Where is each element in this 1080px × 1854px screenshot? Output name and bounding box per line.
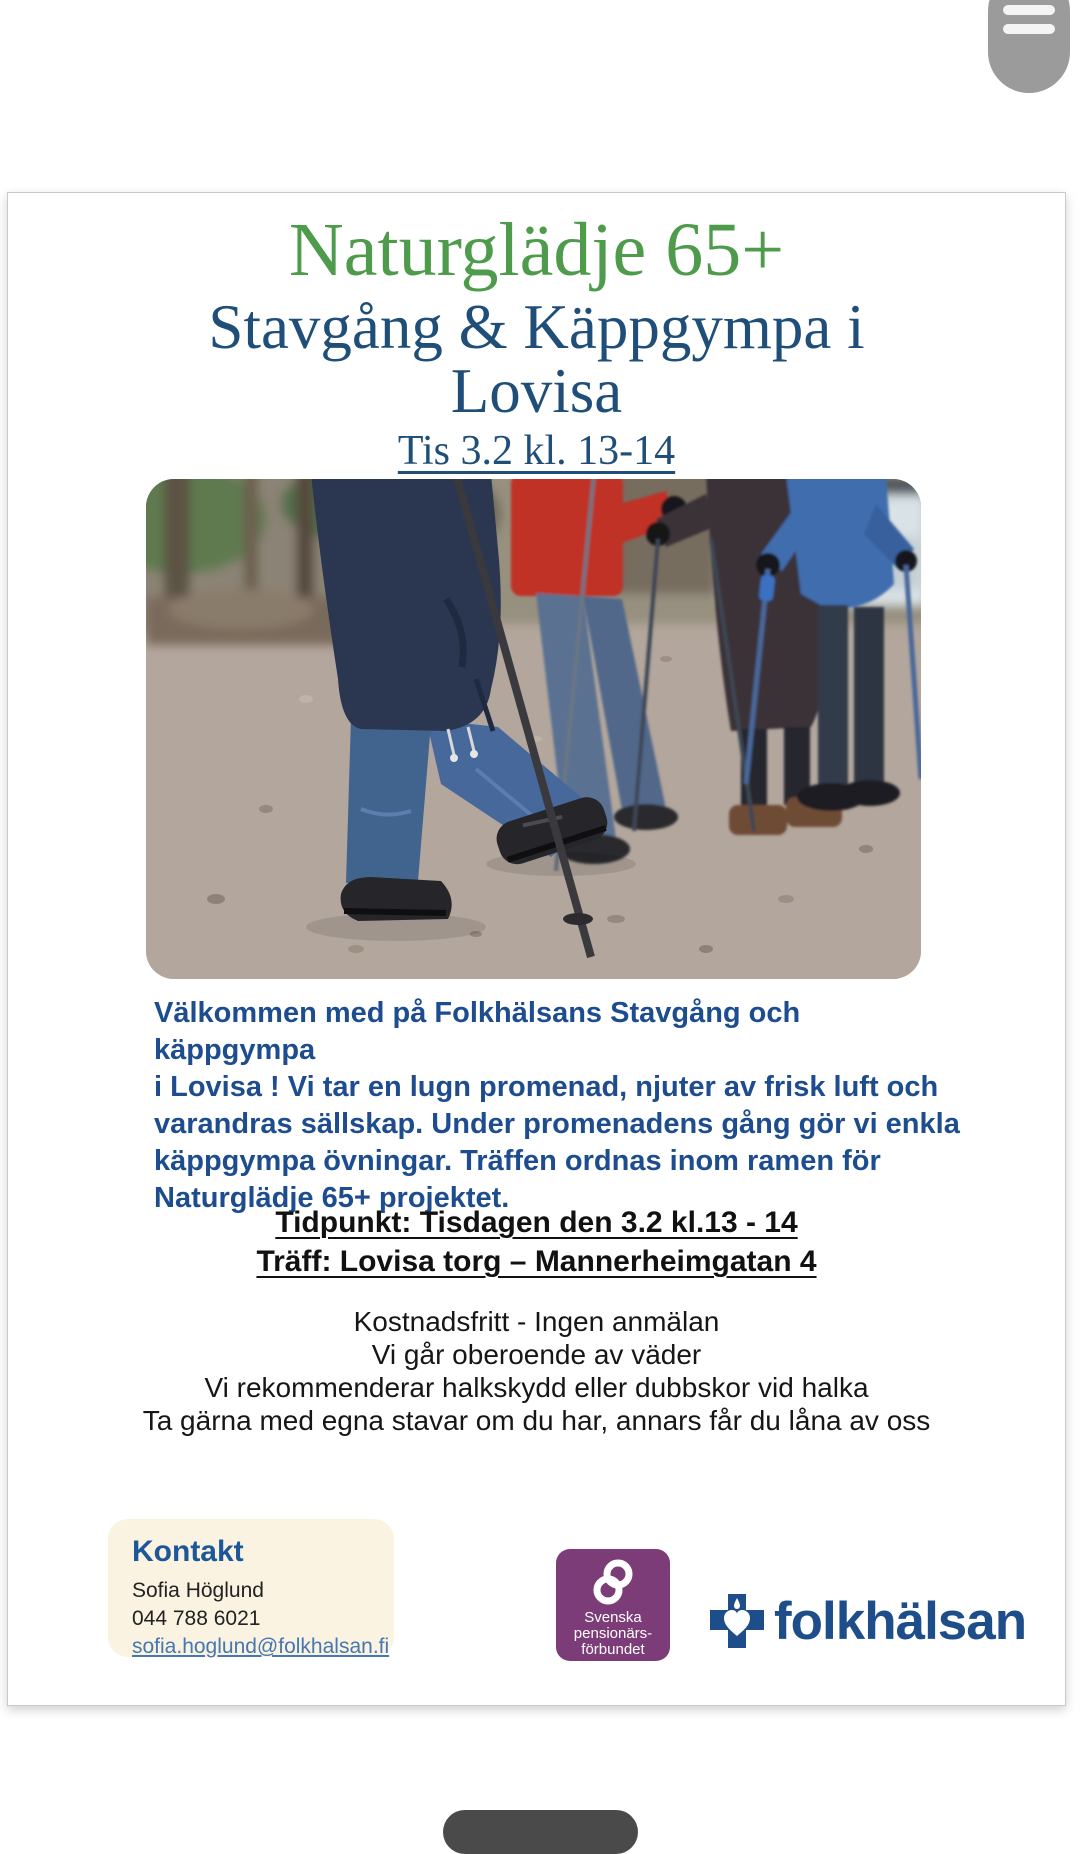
poster-title: Naturglädje 65+ [288, 208, 785, 292]
menu-button[interactable] [988, 0, 1070, 93]
schedule-place: Träff: Lovisa torg – Mannerheimgatan 4 [256, 1245, 817, 1278]
poster-subtitle [8, 292, 1065, 426]
contact-name: Sofia Höglund [132, 1579, 264, 1602]
info-line: Vi rekommenderar halkskydd eller dubbskor vid halka [204, 1372, 869, 1403]
subtitle-line: Stavgång & Käppgympa i [208, 292, 865, 362]
spf-logo [556, 1549, 670, 1661]
interlocked-rings-icon [583, 1559, 643, 1605]
contact-heading: Kontakt [132, 1535, 244, 1568]
event-photo [146, 479, 921, 979]
contact-phone: 044 788 6021 [132, 1607, 261, 1630]
event-date-text: Tis 3.2 kl. 13-14 [397, 428, 676, 474]
document-page [7, 192, 1066, 1706]
spf-text-line: pensionärs- [573, 1625, 653, 1642]
subtitle-line: Lovisa [450, 356, 623, 426]
contact-email-link[interactable]: sofia.hoglund@folkhalsan.fi [132, 1635, 390, 1658]
contact-card [108, 1519, 394, 1657]
intro-line: käppgympa övningar. Träffen ordnas inom ramen för [154, 1145, 881, 1177]
event-date [8, 427, 1065, 475]
info-block [8, 1305, 1065, 1437]
spf-text-line: förbundet [581, 1641, 645, 1658]
spf-logo-text [556, 1610, 670, 1658]
schedule-block [8, 1203, 1065, 1281]
info-line: Ta gärna med egna stavar om du har, annars får du låna av oss [142, 1405, 931, 1436]
nordic-walking-photo [146, 479, 921, 979]
cross-heart-icon [708, 1592, 766, 1650]
folkhalsan-logo-text: folkhälsan [774, 1591, 1027, 1651]
info-line: Vi går oberoende av väder [371, 1339, 702, 1370]
schedule-time: Tidpunkt: Tisdagen den 3.2 kl.13 - 14 [275, 1206, 798, 1239]
intro-line: i Lovisa ! Vi tar en lugn promenad, njuter av frisk luft och [154, 1071, 939, 1103]
folkhalsan-logo [708, 1591, 1026, 1651]
intro-paragraph [154, 995, 964, 1217]
info-line: Kostnadsfritt - Ingen anmälan [353, 1306, 720, 1337]
bottom-sheet-handle[interactable] [443, 1810, 638, 1854]
spf-text-line: Svenska [584, 1609, 642, 1626]
intro-line: Välkommen med på Folkhälsans Stavgång och käppgympa [154, 997, 801, 1066]
intro-line: Naturglädje 65+ projektet. [154, 1182, 510, 1214]
intro-line: varandras sällskap. Under promenadens gång gör vi enkla [154, 1108, 960, 1140]
